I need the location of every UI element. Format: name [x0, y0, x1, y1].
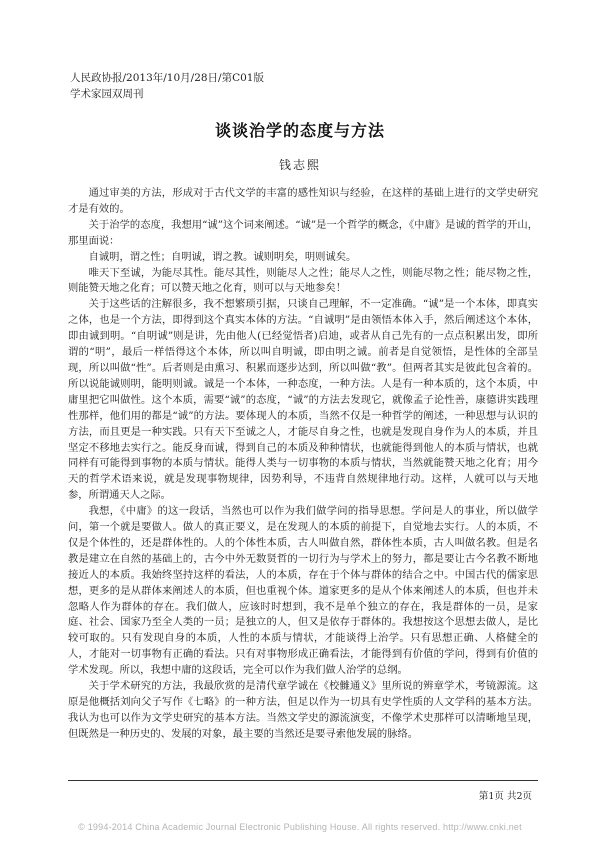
article-title: 谈谈治学的态度与方法: [214, 121, 385, 140]
article-body: [68, 186, 538, 743]
masthead: [70, 70, 264, 102]
paragraph: 通过审美的方法，形成对于古代文学的丰富的感性知识与经验，在这样的基础上进行的文学史研究才是有效的。: [68, 187, 538, 215]
quote-line: 自诚明，谓之性；自明诚，谓之教。诚则明矣，明则诚矣。: [88, 250, 357, 263]
publication-column: 学术家园双周刊: [70, 88, 144, 100]
page-number: 第1页 共2页: [478, 791, 532, 802]
publication-source: 人民政协报/2013年/10月/28日/第C01版: [70, 72, 264, 84]
paragraph: 关于这些话的注解很多，我不想繁琐引据，只谈自己理解，不一定准确。“诚”是一个本体，即真实之体，也是一个方法，即得到这个真实本体的方法。“自诚明”是由领悟本体入手，然后阐述这个本体，即由诚到明。“自明诚”则是讲，先由他人(已经觉悟者)启迪，或者从自己先有的一点点积累出发，即所谓的“明”，最后一样悟得这个本体，所以叫自明诚，即由明之诚。前者是自觉领悟，是性体的全部呈现，所以叫做“性”。后者则是由熏习、积累而逐步达到，所以叫做“教”。但两者其实是彼此包含着的。所以说能诚则明，能明则诚。诚是一个本体，一种态度，一种方法。人是有一种本质的，这个本质，中庸里把它叫做性。这个本质，需要“诚”的态度，“诚”的方法去发现它，就像孟子论性善，康德讲实践理性那样，他们用的都是“诚”的方法。要体现人的本质，当然不仅是一种哲学的阐述，一种思想与认识的方法，而且更是一种实践。只有天下至诚之人，才能尽自身之性，也就是发现自身作为人的本质，并且坚定不移地去实行之。能反身而诚，得到自己的本质及种种情状，也就能得到他人的本质与情状，也就同样有可能得到事物的本质与情状。能得人类与一切事物的本质与情状，当然就能赞天地之化育；用今天的哲学术语来说，就是发现事物规律，因势利导，不违背自然规律地行动。这样，人就可以与天地参，所谓通天人之际。: [68, 298, 538, 502]
paragraph: 关于学术研究的方法，我最欣赏的是清代章学诚在《校雠通义》里所说的辨章学术，考镜源流。这原是他概括刘向父子写作《七略》的一种方法，但足以作为一切具有史学性质的人文学科的基本方法。我认为也可以作为文学史研究的基本方法。当然文学史的源流演变，不像学术史那样可以清晰地呈现，但既然是一种历史的、发展的对象，最主要的当然还是要寻索他发展的脉络。: [68, 680, 538, 740]
article-author: 钱志熙: [278, 158, 321, 172]
paragraph: 关于治学的态度，我想用“诚”这个词来阐述。“诚”是一个哲学的概念，《中庸》是诚的哲学的开山，那里面说：: [68, 218, 538, 247]
footer-divider: [68, 780, 538, 781]
paragraph: 我想，《中庸》的这一段话，当然也可以作为我们做学问的指导思想。学问是人的事业，所以做学问，第一个就是要做人。做人的真正要义，是在发现人的本质的前提下，自觉地去实行。人的本质，不仅是个体性的，还是群体性的。人的个体性本质，古人叫做自然，群体性本质，古人叫做名教。但是名教是建立在自然的基础上的，古今中外无数贤哲的一切行为与学术上的努力，都是要让古今名教不断地接近人的本质。我始终坚持这样的看法，人的本质，存在于个体与群体的结合之中。中国古代的儒家思想，更多的是从群体来阐述人的本质，但也重视个体。道家更多的是从个体来阐述人的本质，但也并未忽略人作为群体的存在。我们做人，应该时时想到，我不是单个独立的存在，我是群体的一员，是家庭、社会、国家乃至全人类的一员；是独立的人，但又是依存于群体的。我想按这个思想去做人，是比较可取的。只有发现自身的本质，人性的本质与情状，才能谈得上治学。只有思想正确、人格健全的人，才能对一切事物有正确的看法。只有对事物形成正确看法，才能得到有价值的学问，得到有价值的学术发现。所以，我想中庸的这段话，完全可以作为我们做人治学的总纲。: [68, 505, 538, 677]
copyright-footer: © 1994-2014 China Academic Journal Electronic Publishing House. All rights reserved. http://www.cnki.net: [78, 822, 522, 832]
quote-line: 唯天下至诚，为能尽其性。能尽其性，则能尽人之性；能尽人之性，则能尽物之性；能尽物之性，则能赞天地之化育；可以赞天地之化育，则可以与天地参矣！: [68, 266, 538, 295]
